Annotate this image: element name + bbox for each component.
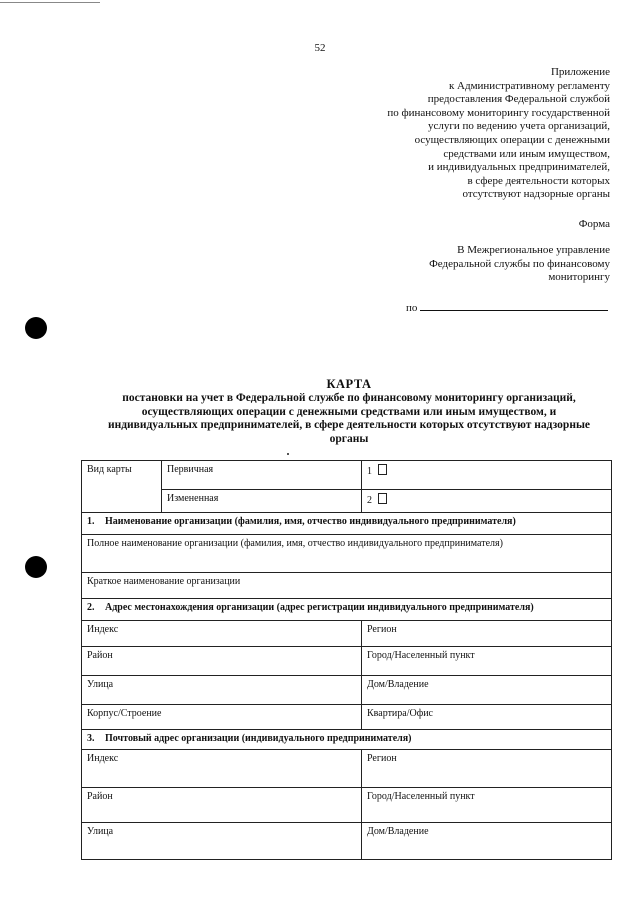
appendix-line: осуществляющих операции с денежными [414, 133, 610, 146]
section1-title: Наименование организации (фамилия, имя, отчество индивидуального предпринимателя) [105, 516, 516, 527]
full-name-field[interactable] [82, 535, 612, 573]
page-number: 52 [314, 42, 326, 54]
index-field[interactable] [82, 621, 362, 647]
section-number: 3. [87, 733, 95, 744]
postal-index-field[interactable] [82, 750, 362, 788]
stray-dot [287, 453, 289, 455]
po-blank-field[interactable] [420, 300, 608, 311]
building-field[interactable] [82, 705, 362, 730]
form-label: Форма [578, 218, 610, 230]
title-line: постановки на учет в Федеральной службе по финансовому мониторингу организаций, [122, 391, 576, 404]
postal-house-label: Дом/Владение [367, 826, 429, 837]
title-line: КАРТА [326, 377, 372, 391]
changed-num: 2 [367, 495, 372, 506]
street-field[interactable] [82, 676, 362, 705]
appendix-line: по финансовому мониторингу государственной [387, 106, 610, 119]
appendix-line: к Административному регламенту [448, 79, 610, 92]
addressee-block [310, 244, 610, 285]
postal-district-field[interactable] [82, 788, 362, 823]
section-header [82, 513, 612, 535]
region-field[interactable] [362, 621, 612, 647]
po-line [406, 300, 612, 314]
addressee-line: мониторингу [548, 271, 610, 284]
section-number: 2. [87, 602, 95, 613]
apartment-label: Квартира/Офис [367, 708, 433, 719]
primary-label: Первичная [162, 461, 362, 490]
punch-hole [25, 317, 47, 339]
section-header [82, 599, 612, 621]
document-title [84, 378, 614, 447]
punch-hole [25, 556, 47, 578]
appendix-line: предоставления Федеральной службой [427, 93, 610, 106]
table-row [82, 535, 612, 573]
postal-city-field[interactable] [362, 788, 612, 823]
building-label: Корпус/Строение [87, 708, 162, 719]
table-row [82, 823, 612, 860]
po-label: по [406, 302, 418, 314]
postal-city-label: Город/Населенный пункт [367, 791, 475, 802]
postal-region-field[interactable] [362, 750, 612, 788]
district-label: Район [87, 650, 113, 661]
district-field[interactable] [82, 647, 362, 676]
full-name-label: Полное наименование организации (фамилия, имя, отчество индивидуального предпринимателя) [87, 538, 503, 549]
table-row [82, 461, 612, 490]
title-line: осуществляющих операции с денежными средствами или иным имуществом, и [141, 405, 557, 418]
street-label: Улица [87, 679, 114, 690]
appendix-line: в сфере деятельности которых [467, 174, 610, 187]
city-label: Город/Населенный пункт [367, 650, 475, 661]
appendix-header [310, 66, 610, 202]
table-row [82, 573, 612, 599]
appendix-line: отсутствуют надзорные органы [462, 188, 610, 201]
table-row [82, 647, 612, 676]
postal-house-field[interactable] [362, 823, 612, 860]
title-line: индивидуальных предпринимателей, в сфере деятельности которых отсутствуют надзорные [107, 419, 591, 432]
addressee-line: Федеральной службы по финансовому [429, 257, 610, 270]
section3-title: Почтовый адрес организации (индивидуального предпринимателя) [105, 733, 412, 744]
house-field[interactable] [362, 676, 612, 705]
changed-label: Измененная [162, 490, 362, 513]
primary-checkbox-cell[interactable] [362, 461, 612, 490]
short-name-label: Краткое наименование организации [87, 576, 241, 587]
registration-form-table [81, 460, 612, 860]
section-header [82, 730, 612, 750]
table-row [82, 621, 612, 647]
addressee-line: В Межрегиональное управление [457, 244, 610, 256]
table-row [82, 490, 612, 513]
section2-title: Адрес местонахождения организации (адрес регистрации индивидуального предпринимателя) [105, 602, 534, 613]
card-type-label: Вид карты [82, 461, 162, 513]
house-label: Дом/Владение [367, 679, 429, 690]
postal-street-field[interactable] [82, 823, 362, 860]
postal-street-label: Улица [87, 826, 114, 837]
primary-checkbox[interactable] [378, 464, 387, 475]
title-line: органы [329, 433, 369, 446]
short-name-field[interactable] [82, 573, 612, 599]
region-label: Регион [367, 624, 397, 635]
top-rule [0, 2, 100, 3]
section-number: 1. [87, 516, 95, 527]
table-row [82, 788, 612, 823]
appendix-line: Приложение [550, 66, 610, 78]
appendix-line: и индивидуальных предпринимателей, [428, 161, 610, 174]
city-field[interactable] [362, 647, 612, 676]
changed-checkbox[interactable] [378, 493, 387, 504]
appendix-line: услуги по ведению учета организаций, [427, 120, 610, 133]
changed-checkbox-cell[interactable] [362, 490, 612, 513]
appendix-line: средствами или иным имуществом, [443, 147, 610, 160]
postal-district-label: Район [87, 791, 113, 802]
table-row [82, 750, 612, 788]
postal-index-label: Индекс [87, 753, 119, 764]
table-row [82, 676, 612, 705]
primary-num: 1 [367, 466, 372, 477]
apartment-field[interactable] [362, 705, 612, 730]
table-row [82, 705, 612, 730]
index-label: Индекс [87, 624, 119, 635]
postal-region-label: Регион [367, 753, 397, 764]
